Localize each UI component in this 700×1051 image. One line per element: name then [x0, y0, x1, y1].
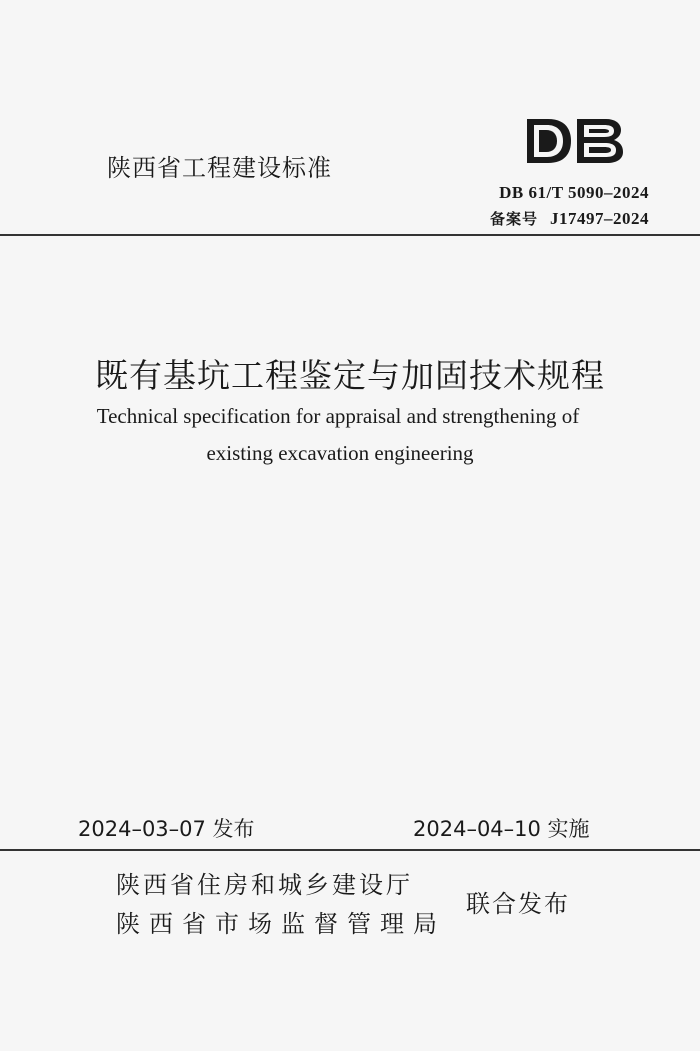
issue-date: 2024–03–07 发布: [78, 817, 255, 841]
record-number: J17497–2024: [550, 209, 649, 228]
title-english-line-1: Technical specification for appraisal and strengthening of: [96, 404, 580, 428]
record-label: 备案号: [489, 210, 538, 228]
standard-number: DB 61/T 5090–2024: [499, 183, 649, 202]
issuer-market-regulation: 陕西省市场监督管理局: [116, 910, 446, 938]
effective-date: 2024–04–10 实施: [413, 817, 590, 841]
footer-divider: [0, 849, 700, 851]
standard-series-label: 陕西省工程建设标准: [107, 154, 332, 182]
issuer-housing-department: 陕西省住房和城乡建设厅: [116, 871, 413, 899]
header-divider: [0, 234, 700, 236]
title-english-line-2: existing excavation engineering: [206, 441, 474, 465]
title-chinese: 既有基坑工程鉴定与加固技术规程: [95, 356, 605, 395]
joint-issue-label: 联合发布: [466, 890, 570, 918]
issuing-authorities: [116, 866, 446, 944]
record-line: [490, 208, 649, 229]
db-logo-icon: [524, 116, 626, 166]
